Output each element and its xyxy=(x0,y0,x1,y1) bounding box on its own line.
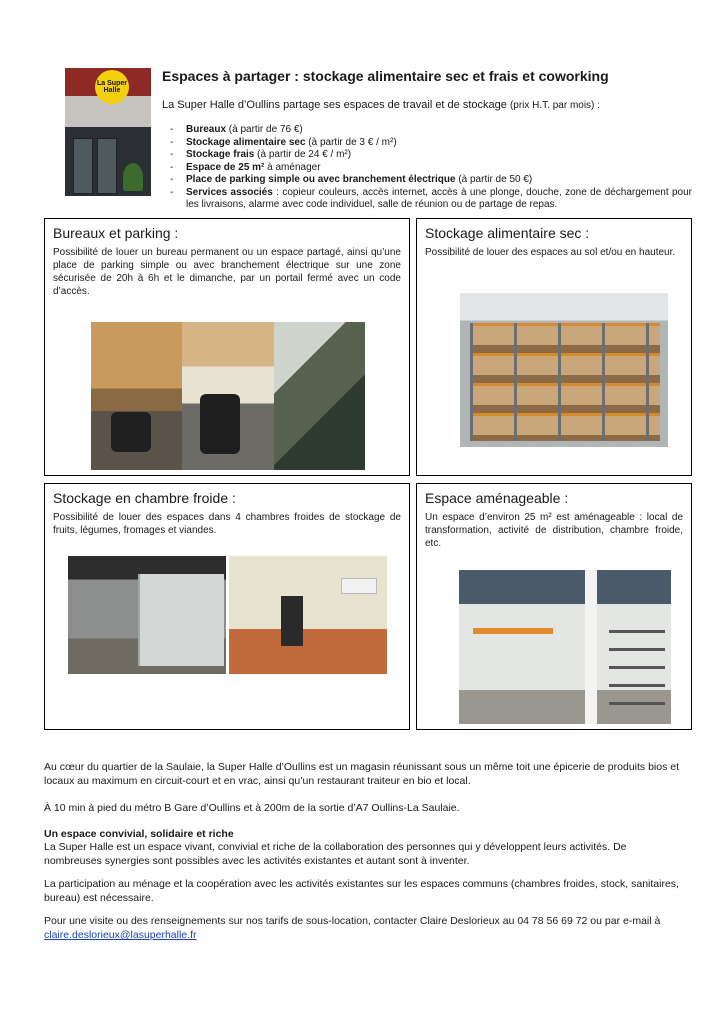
contact-text: Pour une visite ou des renseignements sur nos tarifs de sous-location, contacter Claire Deslorieux au 04 78 56 69 72 ou par e-mail à xyxy=(44,915,661,927)
shop-window xyxy=(73,138,93,194)
office-photo xyxy=(91,322,365,470)
shop-window xyxy=(97,138,117,194)
cold-room-photo-1 xyxy=(68,556,226,674)
offer-item: - Espace de 25 m² à aménager xyxy=(170,162,692,175)
box-stockage-sec xyxy=(416,218,692,476)
offer-item: - Stockage frais (à partir de 24 € / m²) xyxy=(170,149,692,162)
box-text: Possibilité de louer un bureau permanent ou un espace partagé, ainsi qu’une place de parking simple ou avec branchement électrique sur une zone sécurisée de 20h à 6h et le dimanche, par un portail fermé avec un code d’accès. xyxy=(53,247,401,297)
paragraph-intro: Au cœur du quartier de la Saulaie, la Super Halle d’Oullins est un magasin réunissant sous un même toit une épicerie de produits bios et locaux au maximum en circuit-court et en vrac, ainsi qu’un restaurant traiteur en bio et local. xyxy=(44,761,680,787)
intro-text xyxy=(162,99,600,111)
logo-text: La Super Halle xyxy=(97,80,127,94)
box-text: Un espace d’environ 25 m² est aménageable : local de transformation, activité de distribution, chambre froide, etc. xyxy=(425,512,683,549)
paragraph-access: À 10 min à pied du métro B Gare d’Oullins et à 200m de la sortie d’A7 Oullins-La Saulaie. xyxy=(44,802,460,814)
box-text: Possibilité de louer des espaces au sol et/ou en hauteur. xyxy=(425,247,676,258)
contact-email-link[interactable]: claire.deslorieux@lasuperhalle.fr xyxy=(44,929,197,941)
intro-main: La Super Halle d’Oullins partage ses espaces de travail et de stockage xyxy=(162,99,507,111)
section-heading: Un espace convivial, solidaire et riche xyxy=(44,828,234,840)
paragraph-convivial: La Super Halle est un espace vivant, convivial et riche de la collaboration des personnes qui y développent leurs activités. De nombreuses synergies sont possibles avec les activités existantes et autant sont à inventer. xyxy=(44,841,627,867)
box-title: Stockage alimentaire sec : xyxy=(425,225,590,241)
box-text: Possibilité de louer des espaces dans 4 chambres froides de stockage de fruits, légumes, fromages et viandes. xyxy=(53,512,401,536)
paragraph-participation: La participation au ménage et la coopération avec les activités existantes sur les espaces communs (chambres froides, stock, sanitaires, bureau) est nécessaire. xyxy=(44,878,679,904)
box-chambre-froide xyxy=(44,483,410,730)
offer-item: - Stockage alimentaire sec (à partir de 3 € / m²) xyxy=(170,137,692,150)
box-title: Espace aménageable : xyxy=(425,490,569,506)
dry-storage-photo xyxy=(460,293,668,447)
offer-item: - Bureaux (à partir de 76 €) xyxy=(170,124,692,137)
box-bureaux-parking xyxy=(44,218,410,476)
offer-item: - Services associés : copieur couleurs, accès internet, accès à une plonge, douche, zone de déchargement pour les livraisons, alarme avec code individuel, salle de réunion ou de partage de repas. xyxy=(170,187,692,212)
plant-decoration xyxy=(123,163,143,191)
box-title: Stockage en chambre froide : xyxy=(53,490,236,506)
page-title: Espaces à partager : stockage alimentaire sec et frais et coworking xyxy=(162,68,609,84)
super-halle-logo xyxy=(95,70,129,104)
box-espace-amenageable xyxy=(416,483,692,730)
cold-room-photo-2 xyxy=(229,556,387,674)
offers-list xyxy=(170,124,692,212)
paragraph-contact xyxy=(44,914,680,942)
intro-note: (prix H.T. par mois) : xyxy=(509,100,600,111)
storefront-photo xyxy=(65,68,151,196)
box-title: Bureaux et parking : xyxy=(53,225,179,241)
fit-out-space-photo xyxy=(459,570,671,724)
offer-item: - Place de parking simple ou avec branchement électrique (à partir de 50 €) xyxy=(170,174,692,187)
